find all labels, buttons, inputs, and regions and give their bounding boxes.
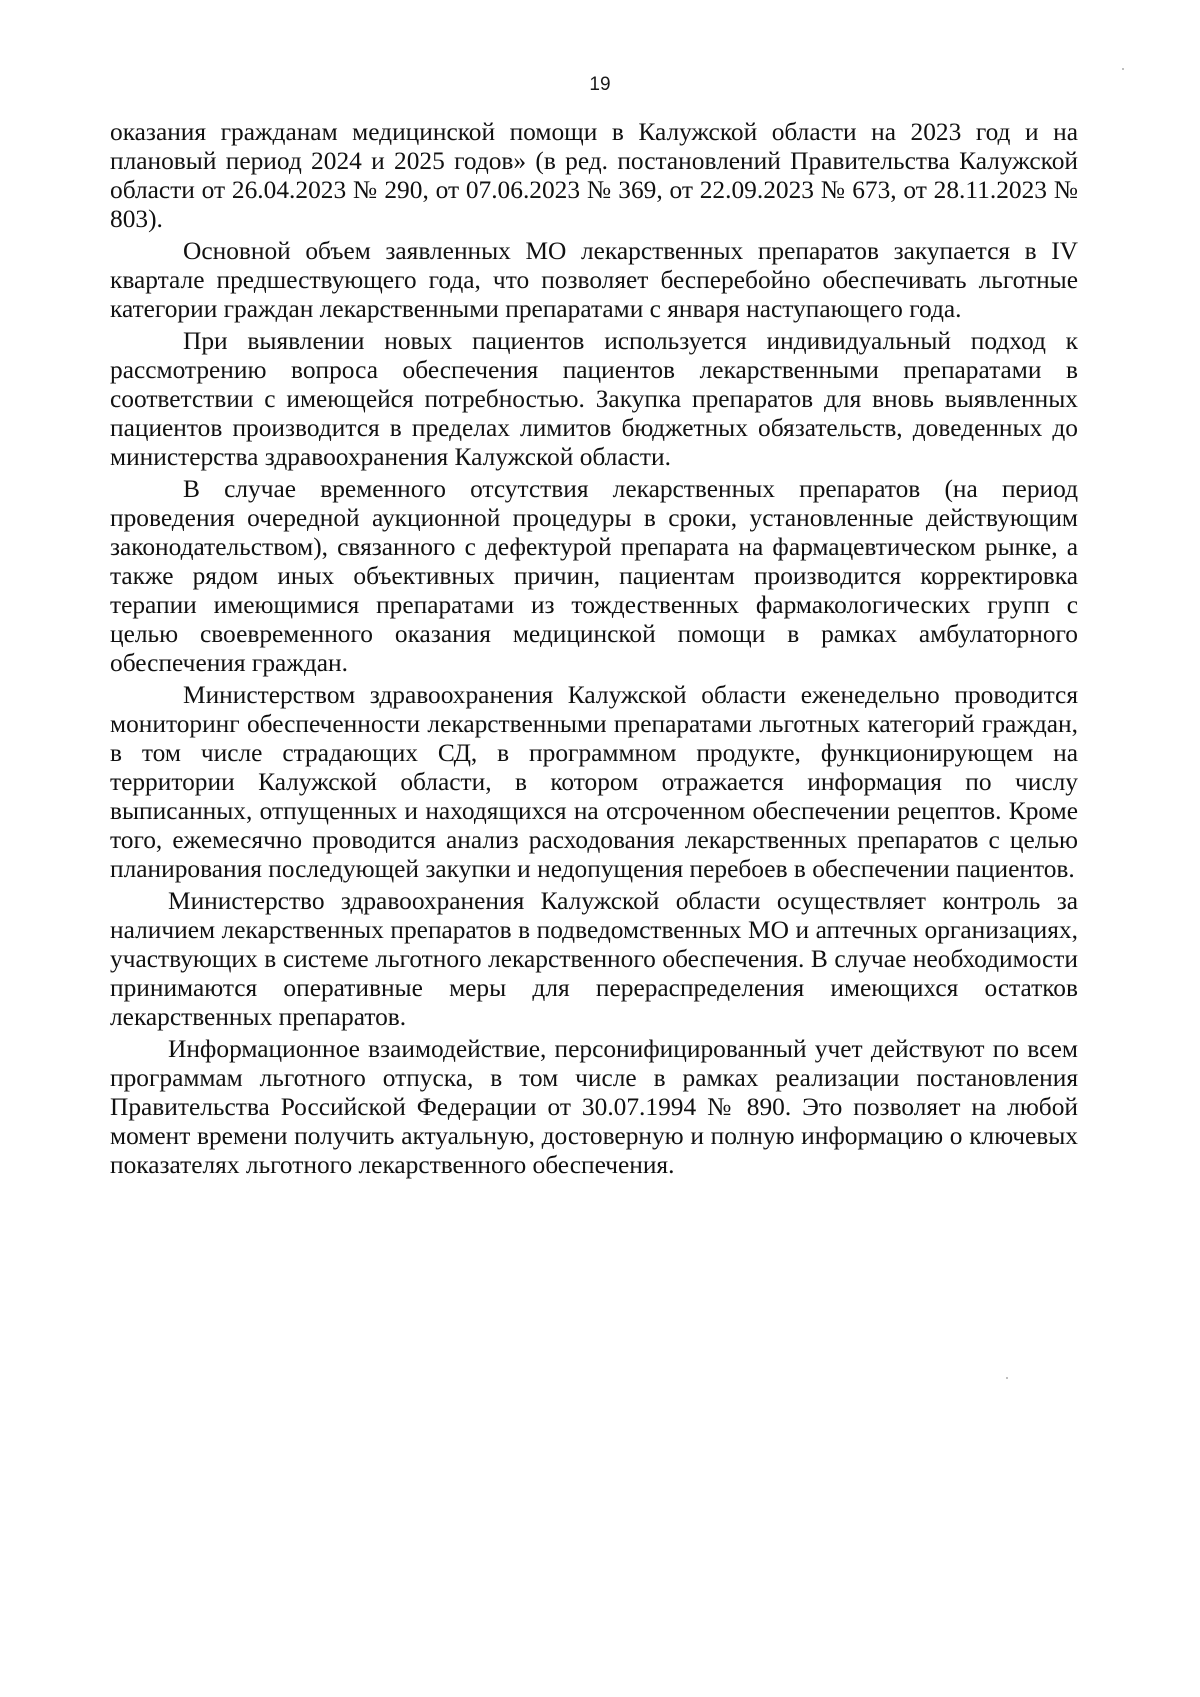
scan-speck xyxy=(1006,1377,1008,1379)
paragraph-control: Министерство здравоохранения Калужской области осуществляет контроль за наличием лекарственных препаратов в подведомственных МО и аптечных организациях, участвующих в системе льготного лекарственного обеспечения. В случае необходимости принимаются оперативные меры для перераспределения имеющихся остатков лекарственных препаратов. xyxy=(110,887,1078,1031)
paragraph-shortage: В случае временного отсутствия лекарственных препаратов (на период проведения очередной аукционной процедуры в сроки, установленные действующим законодательством), связанного с дефектурой препарата на фармацевтическом рынке, а также рядом иных объективных причин, пациентам производится корректировка терапии имеющимися препаратами из тождественных фармакологических групп с целью своевременного оказания медицинской помощи в рамках амбулаторного обеспечения граждан. xyxy=(110,475,1078,677)
document-body xyxy=(110,118,1078,1183)
paragraph-continuation: оказания гражданам медицинской помощи в Калужской области на 2023 год и на плановый период 2024 и 2025 годов» (в ред. постановлений Правительства Калужской области от 26.04.2023 № 290, от 07.06.2023 № 369, от 22.09.2023 № 673, от 28.11.2023 № 803). xyxy=(110,118,1078,233)
paragraph-monitoring: Министерством здравоохранения Калужской области еженедельно проводится мониторинг обеспеченности лекарственными препаратами льготных категорий граждан, в том числе страдающих СД, в программном продукте, функционирующем на территории Калужской области, в котором отражается информация по числу выписанных, отпущенных и находящихся на отсроченном обеспечении рецептов. Кроме того, ежемесячно проводится анализ расходования лекарственных препаратов с целью планирования последующей закупки и недопущения перебоев в обеспечении пациентов. xyxy=(110,681,1078,883)
paragraph-procurement: Основной объем заявленных МО лекарственных препаратов закупается в IV квартале предшествующего года, что позволяет бесперебойно обеспечивать льготные категории граждан лекарственными препаратами с января наступающего года. xyxy=(110,237,1078,323)
scan-speck xyxy=(1122,68,1124,70)
paragraph-new-patients: При выявлении новых пациентов используется индивидуальный подход к рассмотрению вопроса обеспечения пациентов лекарственными препаратами в соответствии с имеющейся потребностью. Закупка препаратов для вновь выявленных пациентов производится в пределах лимитов бюджетных обязательств, доведенных до министерства здравоохранения Калужской области. xyxy=(110,327,1078,471)
page-number: 19 xyxy=(589,74,611,95)
paragraph-information: Информационное взаимодействие, персонифицированный учет действуют по всем программам льготного отпуска, в том числе в рамках реализации постановления Правительства Российской Федерации от 30.07.1994 № 890. Это позволяет на любой момент времени получить актуальную, достоверную и полную информацию о ключевых показателях льготного лекарственного обеспечения. xyxy=(110,1035,1078,1179)
